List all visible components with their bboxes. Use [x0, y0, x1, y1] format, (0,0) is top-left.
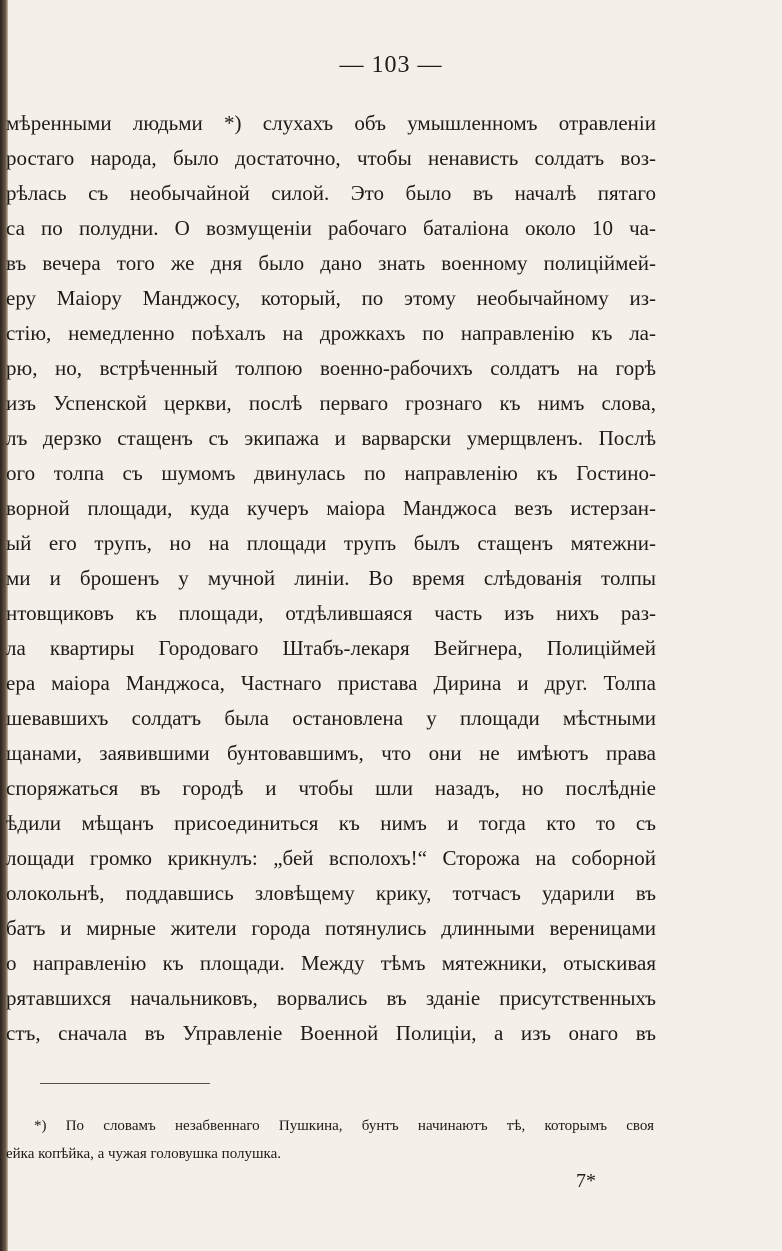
text-line: рю, но, встрѣченный толпою военно-рабочихъ солдатъ на горѣ	[6, 356, 656, 380]
footnote	[6, 1112, 654, 1168]
signature-mark: 7*	[576, 1170, 596, 1192]
text-line: въ вечера того же дня было дано знать военному полицiймей-	[6, 251, 656, 275]
text-line: еру Маіору Манджосу, который, по этому необычайному из-	[6, 286, 656, 310]
text-line: ростаго народа, было достаточно, чтобы ненависть солдатъ воз-	[6, 146, 656, 170]
footnote-line: ейка копѣйка, а чужая головушка полушка.	[6, 1146, 282, 1162]
text-line: олокольнѣ, поддавшись зловѣщему крику, тотчасъ ударили въ	[6, 881, 656, 905]
text-line: изъ Успенской церкви, послѣ перваго грознаго къ нимъ слова,	[6, 391, 656, 415]
text-line: ми и брошенъ у мучной линіи. Во время слѣдованія толпы	[6, 566, 656, 590]
text-line: са по полудни. О возмущеніи рабочаго баталіона около 10 ча-	[6, 216, 656, 240]
text-line: о направленію къ площади. Между тѣмъ мятежники, отыскивая	[6, 951, 656, 975]
text-line: ла квартиры Городоваго Штабъ-лекаря Вейгнера, Полицiймей	[6, 636, 656, 660]
text-line: ера маіора Манджоса, Частнаго пристава Дирина и друг. Толпа	[6, 671, 656, 695]
text-line: стію, немедленно поѣхалъ на дрожкахъ по направленію къ ла-	[6, 321, 656, 345]
text-line: ѣдили мѣщанъ присоединиться къ нимъ и тогда кто то съ	[6, 811, 656, 835]
text-line: стъ, сначала въ Управленіе Военной Полиціи, а изъ онаго въ	[6, 1021, 656, 1045]
text-line: шевавшихъ солдатъ была остановлена у площади мѣстными	[6, 706, 656, 730]
body-text	[6, 106, 656, 1051]
text-line: ого толпа съ шумомъ двинулась по направленію къ Гостино-	[6, 461, 656, 485]
text-line: лъ дерзко стащенъ съ экипажа и варварски умерщвленъ. Послѣ	[6, 426, 656, 450]
page-number: — 103 —	[339, 52, 443, 78]
text-line: мѣренными людьми *) слухахъ объ умышленномъ отравленіи	[6, 111, 656, 135]
text-line: щанами, заявившими бунтовавшимъ, что они не имѣютъ права	[6, 741, 656, 765]
text-line: ворной площади, куда кучеръ маіора Манджоса везъ истерзан-	[6, 496, 656, 520]
text-line: ый его трупъ, но на площади трупъ былъ стащенъ мятежни-	[6, 531, 656, 555]
footnote-divider	[40, 1083, 210, 1084]
text-line: рѣлась съ необычайной силой. Это было въ началѣ пятаго	[6, 181, 656, 205]
text-line: рятавшихся начальниковъ, ворвались въ зданіе присутственныхъ	[6, 986, 656, 1010]
text-line: лощади громко крикнулъ: „бей всполохъ!“ Сторожа на соборной	[6, 846, 656, 870]
text-line: нтовщиковъ къ площади, отдѣлившаяся часть изъ нихъ раз-	[6, 601, 656, 625]
text-line: споряжаться въ городѣ и чтобы шли назадъ, но послѣдніе	[6, 776, 656, 800]
footnote-line: *) По словамъ незабвеннаго Пушкина, бунтъ начинаютъ тѣ, которымъ своя	[34, 1118, 654, 1134]
text-line: батъ и мирные жители города потянулись длинными вереницами	[6, 916, 656, 940]
